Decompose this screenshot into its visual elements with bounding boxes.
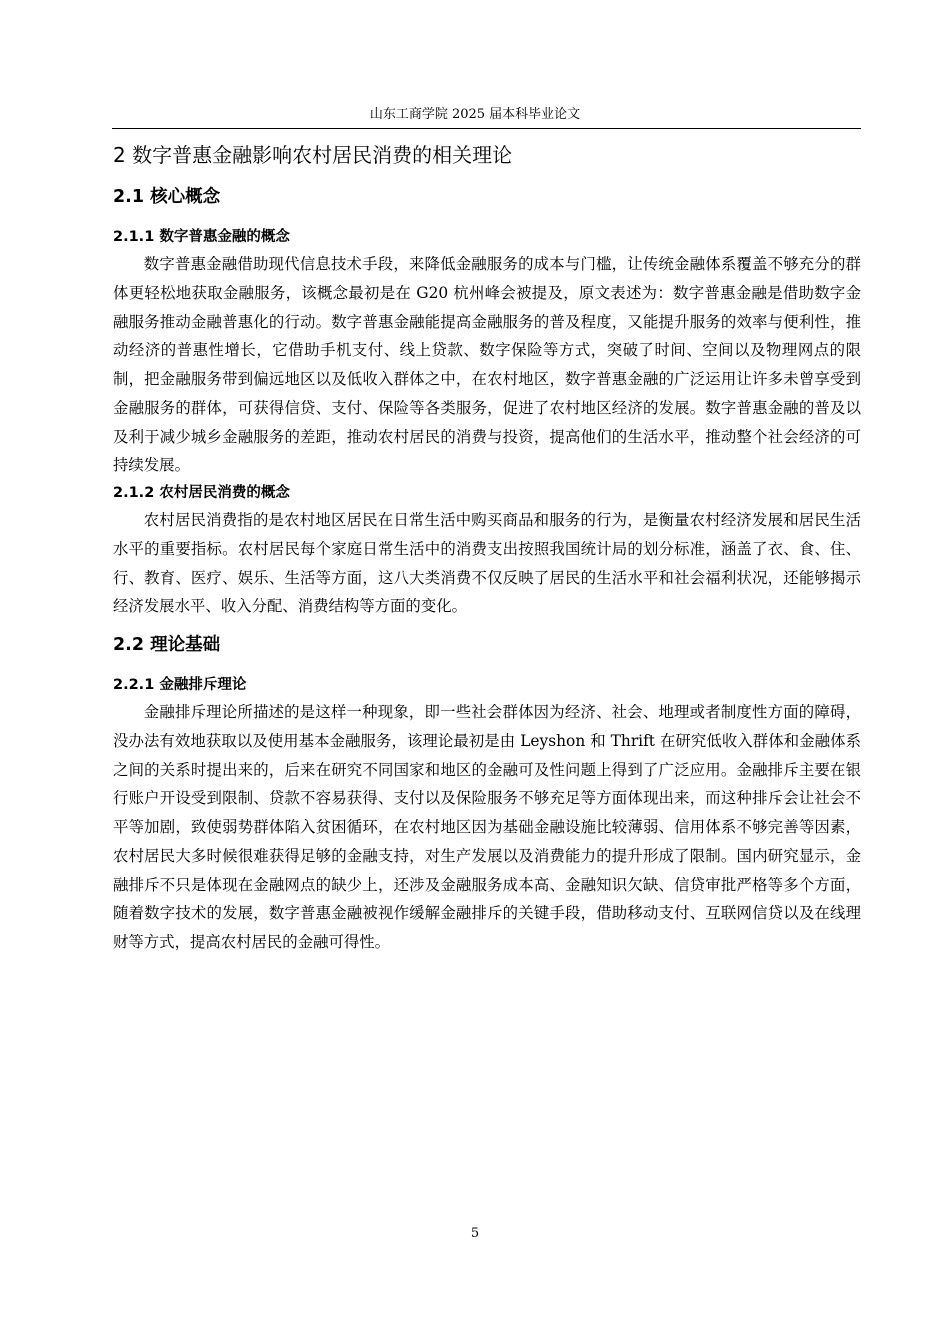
section-2-2-title: 2.2 理论基础 bbox=[113, 635, 221, 655]
subsection-2-2-1-title: 2.2.1 金融排斥理论 bbox=[113, 677, 247, 693]
subsection-2-2-1-body: 金融排斥理论所描述的是这样一种现象，即一些社会群体因为经济、社会、地理或者制度性方面的障碍，没办法有效地获取以及使用基本金融服务，该理论最初是由 Leyshon 和 Thrift 在研究低收入群体和金融体系之间的关系时提出来的，后来在研究不同国家和地区的金融可及性问题上得到了广泛应用。金融排斥主要在银行账户开设受到限制、贷款不容易获得、支付以及保险服务不够充足等方面体现出来，而这种排斥会让社会不平等加剧，致使弱势群体陷入贫困循环，在农村地区因为基础金融设施比较薄弱、信用体系不够完善等因素，农村居民大多时候很难获得足够的金融支持，对生产发展以及消费能力的提升形成了限制。国内研究显示，金融排斥不只是体现在金融网点的缺少上，还涉及金融服务成本高、金融知识欠缺、信贷审批严格等多个方面，随着数字技术的发展，数字普惠金融被视作缓解金融排斥的关键手段，借助移动支付、互联网信贷以及在线理财等方式，提高农村居民的金融可得性。 bbox=[113, 703, 861, 951]
page-number: 5 bbox=[470, 1226, 480, 1241]
subsection-2-1-2-title: 2.1.2 农村居民消费的概念 bbox=[113, 485, 290, 501]
subsection-2-1-2-body: 农村居民消费指的是农村地区居民在日常生活中购买商品和服务的行为，是衡量农村经济发展和居民生活水平的重要指标。农村居民每个家庭日常生活中的消费支出按照我国统计局的划分标准，涵盖了衣、食、住、行、教育、医疗、娱乐、生活等方面，这八大类消费不仅反映了居民的生活水平和社会福利状况，还能够揭示经济发展水平、收入分配、消费结构等方面的变化。 bbox=[113, 511, 861, 616]
subsection-2-1-1-body: 数字普惠金融借助现代信息技术手段，来降低金融服务的成本与门槛，让传统金融体系覆盖不够充分的群体更轻松地获取金融服务，该概念最初是在 G20 杭州峰会被提及，原文表述为：数字普惠金融是借助数字金融服务推动金融普惠化的行动。数字普惠金融能提高金融服务的普及程度，又能提升服务的效率与便利性，推动经济的普惠性增长，它借助手机支付、线上贷款、数字保险等方式，突破了时间、空间以及物理网点的限制，把金融服务带到偏远地区以及低收入群体之中，在农村地区，数字普惠金融的广泛运用让许多未曾享受到金融服务的群体，可获得信贷、支付、保险等各类服务，促进了农村地区经济的发展。数字普惠金融的普及以及利于减少城乡金融服务的差距，推动农村居民的消费与投资，提高他们的生活水平，推动整个社会经济的可持续发展。 bbox=[113, 255, 861, 475]
chapter-title: 2 数字普惠金融影响农村居民消费的相关理论 bbox=[113, 143, 513, 167]
subsection-2-1-1-title: 2.1.1 数字普惠金融的概念 bbox=[113, 229, 290, 245]
section-2-1-title: 2.1 核心概念 bbox=[113, 187, 221, 207]
page-content bbox=[113, 140, 861, 957]
running-header: 山东工商学院 2025 届本科毕业论文 bbox=[369, 107, 581, 122]
header-rule bbox=[112, 128, 861, 129]
